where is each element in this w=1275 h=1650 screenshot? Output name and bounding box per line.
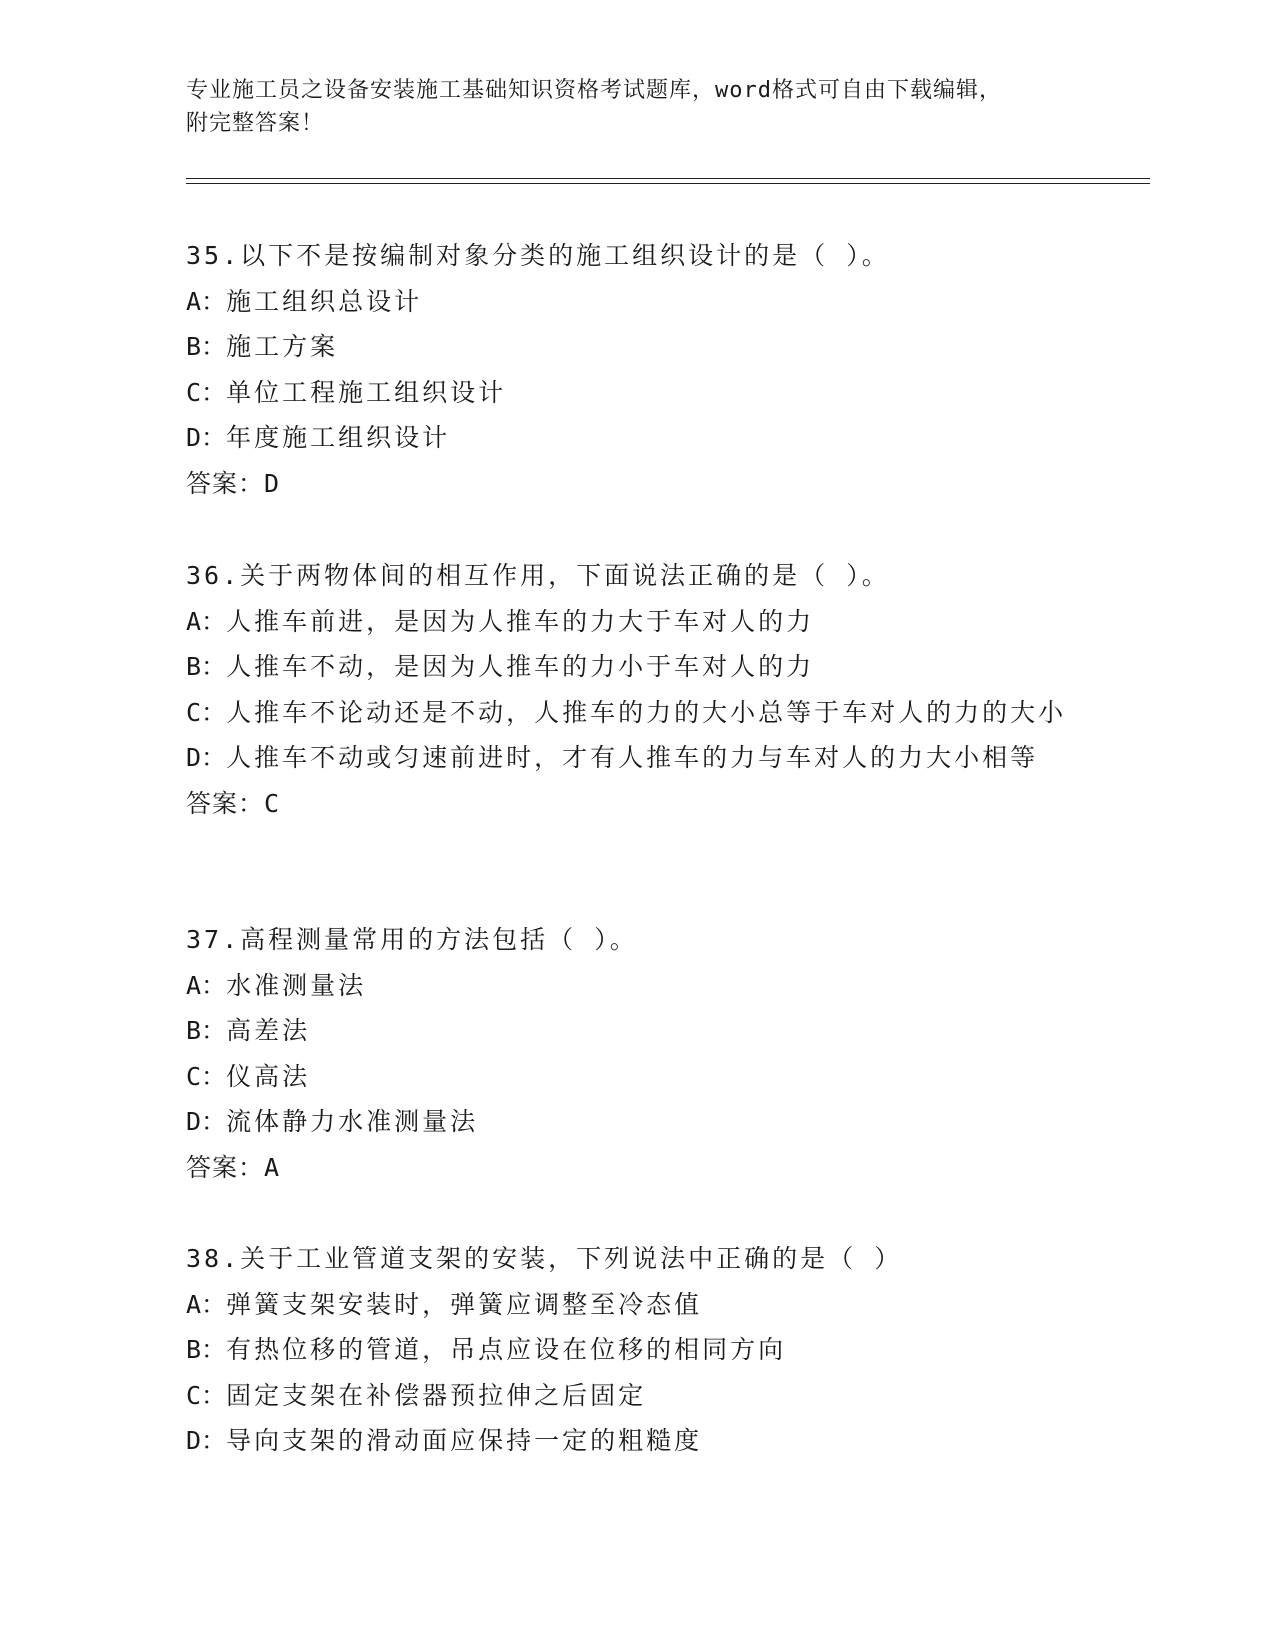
answer-line xyxy=(186,461,1086,507)
option-key: B： xyxy=(186,332,227,361)
option-key: D： xyxy=(186,1107,227,1136)
option-text: 固定支架在补偿器预拉伸之后固定 xyxy=(226,1380,647,1410)
option-a xyxy=(186,279,1086,325)
option-key: C： xyxy=(186,697,227,727)
answer-line xyxy=(186,781,1086,827)
option-a xyxy=(186,599,1086,645)
option-key: A： xyxy=(186,606,227,636)
option-text: 人推车不论动还是不动，人推车的力的大小总等于车对人的力的大小 xyxy=(226,697,1067,727)
option-text: 年度施工组织设计 xyxy=(226,423,451,452)
option-text: 高差法 xyxy=(226,1016,311,1045)
option-key: A： xyxy=(186,1289,227,1319)
option-c xyxy=(186,1054,1086,1100)
question-37 xyxy=(186,917,1086,1190)
option-text: 流体静力水准测量法 xyxy=(226,1107,479,1136)
option-b xyxy=(186,1327,1086,1373)
header-line-1: 专业施工员之设备安装施工基础知识资格考试题库，word格式可自由下载编辑， xyxy=(186,78,1002,103)
option-key: C： xyxy=(186,1380,227,1410)
option-b xyxy=(186,1008,1086,1054)
option-d xyxy=(186,735,1086,781)
option-text: 施工组织总设计 xyxy=(226,286,423,316)
option-key: D： xyxy=(186,1426,227,1455)
question-38 xyxy=(186,1236,1086,1464)
option-text: 导向支架的滑动面应保持一定的粗糙度 xyxy=(226,1426,703,1455)
option-text: 人推车不动或匀速前进时，才有人推车的力与车对人的力大小相等 xyxy=(226,743,1039,772)
question-35 xyxy=(186,233,1086,506)
option-c xyxy=(186,1373,1086,1419)
answer-value: D xyxy=(264,468,281,498)
option-key: B： xyxy=(186,1335,227,1364)
question-36 xyxy=(186,553,1086,826)
option-key: B： xyxy=(186,1016,227,1045)
header-divider-bottom xyxy=(186,183,1150,184)
header-line-2: 附完整答案！ xyxy=(186,111,325,136)
question-stem: 37.高程测量常用的方法包括（ ）。 xyxy=(186,925,638,954)
option-d xyxy=(186,1418,1086,1464)
option-text: 弹簧支架安装时，弹簧应调整至冷态值 xyxy=(226,1289,703,1319)
option-text: 仪高法 xyxy=(226,1061,311,1091)
option-key: C： xyxy=(186,1061,227,1091)
document-header xyxy=(186,74,1086,140)
option-text: 施工方案 xyxy=(226,332,339,361)
question-stem: 35.以下不是按编制对象分类的施工组织设计的是（ ）。 xyxy=(186,241,890,270)
answer-value: A xyxy=(264,1152,281,1182)
option-c xyxy=(186,690,1086,736)
answer-label: 答案： xyxy=(186,788,265,818)
option-text: 人推车前进，是因为人推车的力大于车对人的力 xyxy=(226,606,815,636)
option-c xyxy=(186,370,1086,416)
option-key: D： xyxy=(186,423,227,452)
answer-label: 答案： xyxy=(186,468,265,498)
option-key: A： xyxy=(186,970,227,1000)
option-b xyxy=(186,644,1086,690)
option-key: C： xyxy=(186,377,227,407)
answer-value: C xyxy=(264,788,281,818)
option-text: 水准测量法 xyxy=(226,970,367,1000)
question-stem: 38.关于工业管道支架的安装，下列说法中正确的是（ ） xyxy=(186,1244,903,1273)
option-a xyxy=(186,963,1086,1009)
option-b xyxy=(186,324,1086,370)
option-d xyxy=(186,415,1086,461)
option-d xyxy=(186,1099,1086,1145)
option-text: 有热位移的管道，吊点应设在位移的相同方向 xyxy=(226,1335,787,1364)
option-key: A： xyxy=(186,286,227,316)
question-stem: 36.关于两物体间的相互作用，下面说法正确的是（ ）。 xyxy=(186,561,890,590)
option-key: D： xyxy=(186,743,227,772)
option-key: B： xyxy=(186,652,227,681)
option-text: 单位工程施工组织设计 xyxy=(226,377,507,407)
option-text: 人推车不动，是因为人推车的力小于车对人的力 xyxy=(226,652,815,681)
option-a xyxy=(186,1282,1086,1328)
answer-line xyxy=(186,1145,1086,1191)
header-divider-top xyxy=(186,178,1150,179)
answer-label: 答案： xyxy=(186,1152,265,1182)
